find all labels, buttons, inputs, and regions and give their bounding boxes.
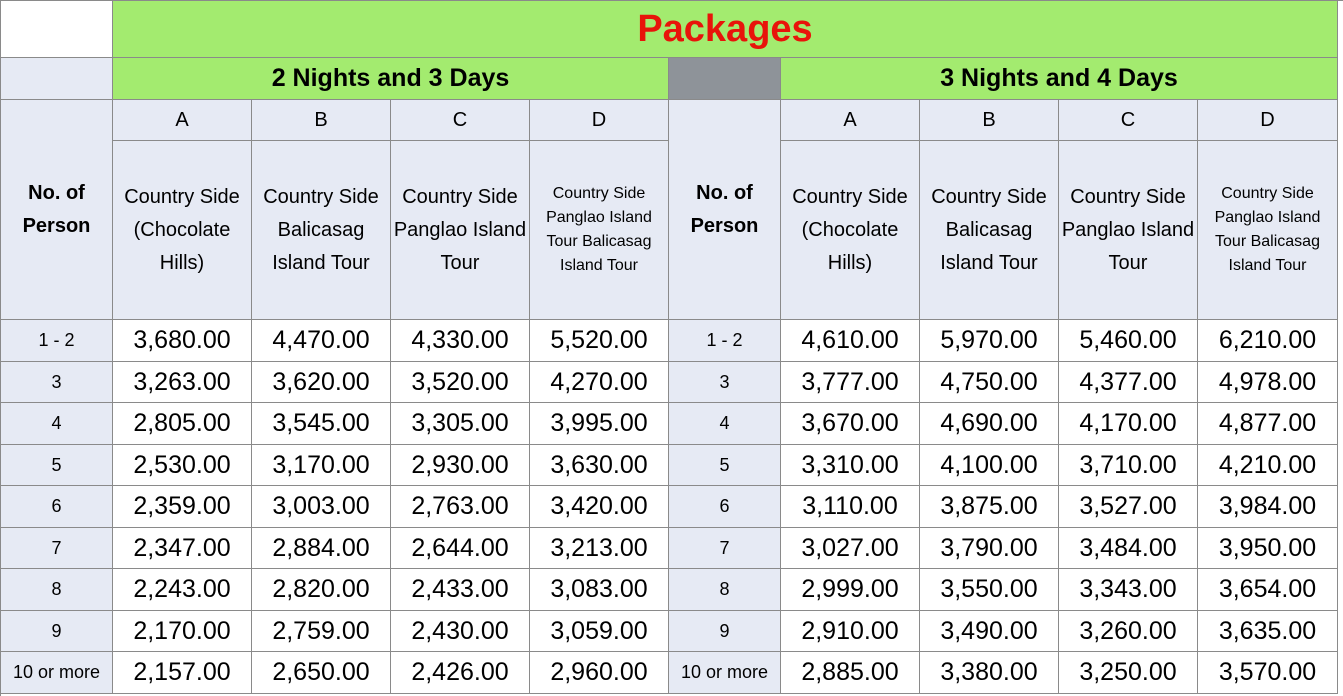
price-cell: 3,670.00	[781, 403, 920, 445]
blank-cell	[1, 58, 113, 100]
price-cell: 2,960.00	[530, 652, 669, 694]
package-name: Country Side (Chocolate Hills)	[781, 141, 920, 320]
person-count: 9	[669, 611, 781, 652]
price-cell: 3,950.00	[1198, 528, 1338, 569]
price-cell: 2,930.00	[391, 445, 530, 486]
person-count: 10 or more	[1, 652, 113, 694]
price-cell: 2,530.00	[113, 445, 252, 486]
price-cell: 3,995.00	[530, 403, 669, 445]
package-name: Country Side Panglao Island Tour	[391, 141, 530, 320]
person-count: 3	[1, 362, 113, 403]
price-cell: 3,027.00	[781, 528, 920, 569]
person-count: 6	[669, 486, 781, 528]
package-name: Country Side Balicasag Island Tour	[252, 141, 391, 320]
price-cell: 2,820.00	[252, 569, 391, 611]
package-name: Country Side Panglao Island Tour	[1059, 141, 1198, 320]
price-cell: 3,875.00	[920, 486, 1059, 528]
price-cell: 4,270.00	[530, 362, 669, 403]
price-cell: 4,978.00	[1198, 362, 1338, 403]
price-cell: 3,680.00	[113, 320, 252, 362]
package-letter: A	[113, 100, 252, 141]
price-cell: 3,654.00	[1198, 569, 1338, 611]
divider-cell	[669, 58, 781, 100]
price-cell: 3,250.00	[1059, 652, 1198, 694]
person-count: 7	[1, 528, 113, 569]
price-cell: 3,630.00	[530, 445, 669, 486]
price-cell: 2,763.00	[391, 486, 530, 528]
price-cell: 4,877.00	[1198, 403, 1338, 445]
price-cell: 4,470.00	[252, 320, 391, 362]
price-cell: 3,520.00	[391, 362, 530, 403]
price-cell: 4,210.00	[1198, 445, 1338, 486]
price-cell: 3,484.00	[1059, 528, 1198, 569]
price-cell: 3,213.00	[530, 528, 669, 569]
price-cell: 3,620.00	[252, 362, 391, 403]
price-cell: 2,884.00	[252, 528, 391, 569]
price-cell: 3,059.00	[530, 611, 669, 652]
price-cell: 2,644.00	[391, 528, 530, 569]
price-cell: 2,426.00	[391, 652, 530, 694]
price-cell: 3,263.00	[113, 362, 252, 403]
price-cell: 3,380.00	[920, 652, 1059, 694]
price-cell: 2,759.00	[252, 611, 391, 652]
package-name: Country Side (Chocolate Hills)	[113, 141, 252, 320]
price-cell: 4,750.00	[920, 362, 1059, 403]
price-cell: 3,003.00	[252, 486, 391, 528]
package-letter: C	[391, 100, 530, 141]
person-count: 3	[669, 362, 781, 403]
price-cell: 3,310.00	[781, 445, 920, 486]
person-count: 1 - 2	[1, 320, 113, 362]
corner-cell	[1, 1, 113, 58]
price-cell: 3,490.00	[920, 611, 1059, 652]
price-cell: 2,157.00	[113, 652, 252, 694]
person-count: 4	[1, 403, 113, 445]
price-cell: 3,984.00	[1198, 486, 1338, 528]
price-cell: 3,083.00	[530, 569, 669, 611]
person-count: 10 or more	[669, 652, 781, 694]
person-count: 7	[669, 528, 781, 569]
price-cell: 3,710.00	[1059, 445, 1198, 486]
price-cell: 5,970.00	[920, 320, 1059, 362]
person-count: 4	[669, 403, 781, 445]
price-cell: 5,520.00	[530, 320, 669, 362]
price-cell: 2,170.00	[113, 611, 252, 652]
price-cell: 2,999.00	[781, 569, 920, 611]
price-cell: 3,570.00	[1198, 652, 1338, 694]
price-cell: 3,343.00	[1059, 569, 1198, 611]
package-name: Country Side Balicasag Island Tour	[920, 141, 1059, 320]
person-header: No. of Person	[669, 100, 781, 320]
price-cell: 2,805.00	[113, 403, 252, 445]
price-cell: 4,610.00	[781, 320, 920, 362]
price-cell: 2,347.00	[113, 528, 252, 569]
person-count: 1 - 2	[669, 320, 781, 362]
price-cell: 3,790.00	[920, 528, 1059, 569]
duration-header: 2 Nights and 3 Days	[113, 58, 669, 100]
price-cell: 4,330.00	[391, 320, 530, 362]
price-cell: 3,110.00	[781, 486, 920, 528]
person-count: 5	[669, 445, 781, 486]
price-cell: 5,460.00	[1059, 320, 1198, 362]
price-cell: 3,545.00	[252, 403, 391, 445]
package-letter: D	[1198, 100, 1338, 141]
price-cell: 3,420.00	[530, 486, 669, 528]
package-letter: D	[530, 100, 669, 141]
price-cell: 3,635.00	[1198, 611, 1338, 652]
person-count: 8	[669, 569, 781, 611]
price-cell: 2,433.00	[391, 569, 530, 611]
person-count: 9	[1, 611, 113, 652]
person-header: No. of Person	[1, 100, 113, 320]
price-cell: 2,430.00	[391, 611, 530, 652]
package-name: Country Side Panglao Island Tour Balicasag Island Tour	[530, 141, 669, 320]
price-cell: 3,170.00	[252, 445, 391, 486]
package-letter: A	[781, 100, 920, 141]
package-letter: B	[920, 100, 1059, 141]
price-cell: 3,305.00	[391, 403, 530, 445]
price-cell: 4,377.00	[1059, 362, 1198, 403]
price-cell: 2,885.00	[781, 652, 920, 694]
person-count: 8	[1, 569, 113, 611]
price-cell: 6,210.00	[1198, 320, 1338, 362]
package-letter: B	[252, 100, 391, 141]
price-cell: 2,910.00	[781, 611, 920, 652]
package-name: Country Side Panglao Island Tour Balicasag Island Tour	[1198, 141, 1338, 320]
page-title: Packages	[113, 1, 1338, 58]
price-cell: 2,650.00	[252, 652, 391, 694]
person-count: 5	[1, 445, 113, 486]
price-cell: 3,550.00	[920, 569, 1059, 611]
price-cell: 3,777.00	[781, 362, 920, 403]
price-cell: 4,170.00	[1059, 403, 1198, 445]
duration-header: 3 Nights and 4 Days	[781, 58, 1338, 100]
price-cell: 2,243.00	[113, 569, 252, 611]
price-cell: 4,100.00	[920, 445, 1059, 486]
price-cell: 2,359.00	[113, 486, 252, 528]
price-cell: 3,527.00	[1059, 486, 1198, 528]
price-cell: 3,260.00	[1059, 611, 1198, 652]
package-letter: C	[1059, 100, 1198, 141]
price-cell: 4,690.00	[920, 403, 1059, 445]
person-count: 6	[1, 486, 113, 528]
